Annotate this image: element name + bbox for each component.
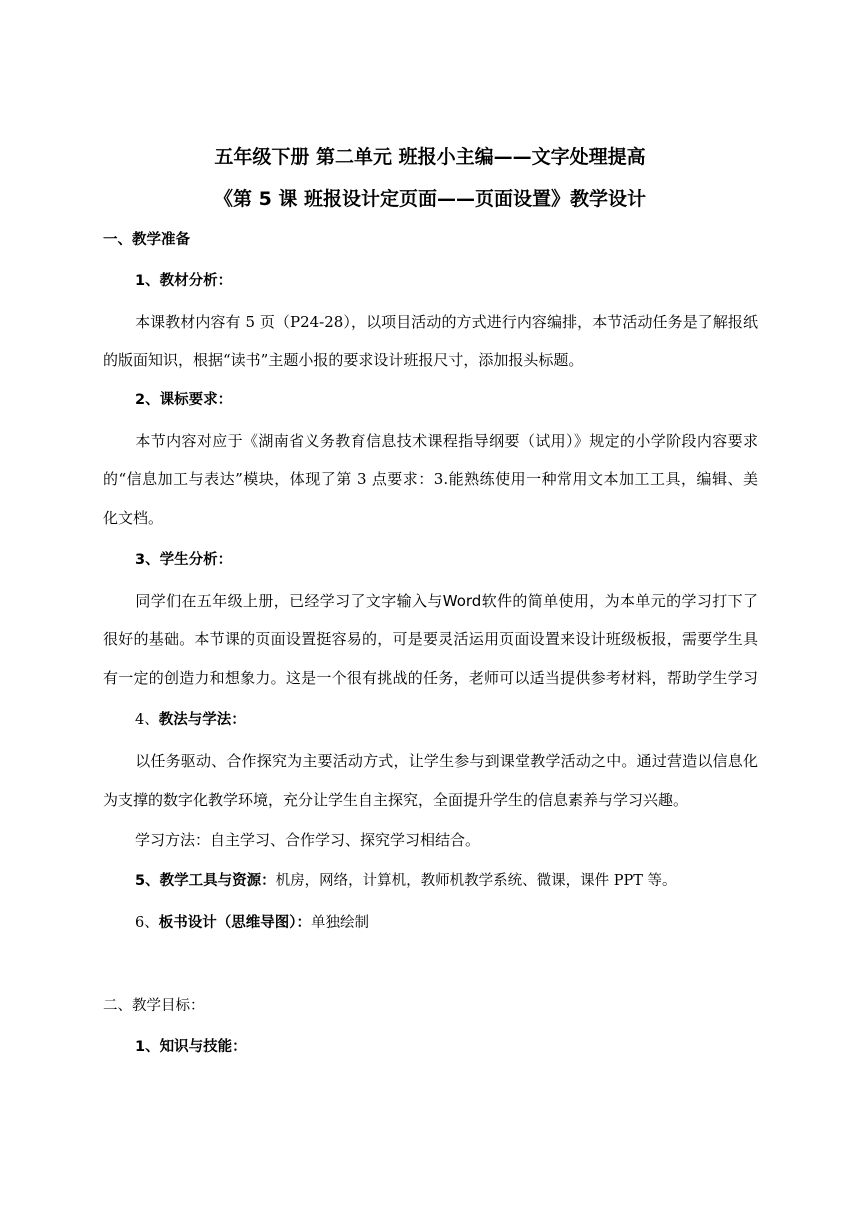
word-software-name: Word	[442, 592, 482, 610]
subheading-text: 教法与学法：	[158, 712, 246, 728]
board-design-text: 单独绘制	[310, 915, 369, 931]
subheading-material-analysis: 1、教材分析：	[135, 273, 233, 289]
subheading-number: 6、	[135, 915, 159, 931]
paragraph-line: 学习方法：自主学习、合作学习、探究学习相结合。	[135, 831, 481, 849]
paragraph-text: 本课教材内容有 5 页（P24-28），以项目活动的方式进行内容编排，本节活动任务是了解报纸	[135, 313, 758, 331]
paragraph-text: 本节内容对应于《湖南省义务教育信息技术课程指导纲要（试用）》规定的小学阶段内容要求	[135, 432, 758, 450]
paragraph-text: 以任务驱动、合作探究为主要活动方式，让学生参与到课堂教学活动之中。通过营造以信息化	[135, 752, 758, 770]
document-title-line-1: 五年级下册 第二单元 班报小主编——文字处理提高	[214, 146, 646, 168]
paragraph-line	[103, 590, 758, 612]
paragraph-text: 同学们在五年级上册，已经学习了文字输入与	[135, 592, 443, 610]
subheading-knowledge-skills: 1、知识与技能：	[135, 1039, 247, 1055]
paragraph-line	[103, 430, 758, 452]
paragraph-text: 软件的简单使用，为本单元的学习打下了	[481, 592, 758, 610]
paragraph-line	[103, 311, 758, 333]
tools-text: 机房，网络，计算机，教师机教学系统、微课，课件 PPT 等。	[275, 873, 677, 889]
subheading-student-analysis: 3、学生分析：	[135, 552, 233, 568]
subheading-text: 5、教学工具与资源：	[135, 873, 276, 889]
paragraph-line: 为支撑的数字化教学环境，充分让学生自主探究，全面提升学生的信息素养与学习兴趣。	[103, 791, 689, 809]
paragraph-line: 化文档。	[103, 509, 164, 527]
subheading-teaching-method	[135, 709, 246, 731]
subheading-teaching-tools	[135, 870, 677, 892]
subheading-number: 4、	[135, 712, 159, 728]
subheading-board-design	[135, 912, 369, 934]
section-heading-objectives: 二、教学目标：	[103, 998, 205, 1014]
subheading-text: 板书设计（思维导图）：	[158, 915, 311, 931]
paragraph-line: 的“信息加工与表达”模块，体现了第 3 点要求：3.能熟练使用一种常用文本加工工具，编辑、美	[103, 470, 758, 488]
subheading-curriculum-standard: 2、课标要求：	[135, 392, 233, 408]
section-heading-preparation: 一、教学准备	[103, 232, 190, 248]
paragraph-line: 很好的基础。本节课的页面设置挺容易的，可是要灵活运用页面设置来设计班级板报，需要学生具	[103, 630, 758, 648]
paragraph-line: 的版面知识，根据“读书”主题小报的要求设计班报尺寸，添加报头标题。	[103, 351, 584, 369]
document-title-line-2: 《第 5 课 班报设计定页面——页面设置》教学设计	[213, 188, 647, 210]
paragraph-line	[103, 750, 758, 772]
paragraph-line: 有一定的创造力和想象力。这是一个很有挑战的任务，老师可以适当提供参考材料，帮助学生学习	[103, 669, 758, 687]
